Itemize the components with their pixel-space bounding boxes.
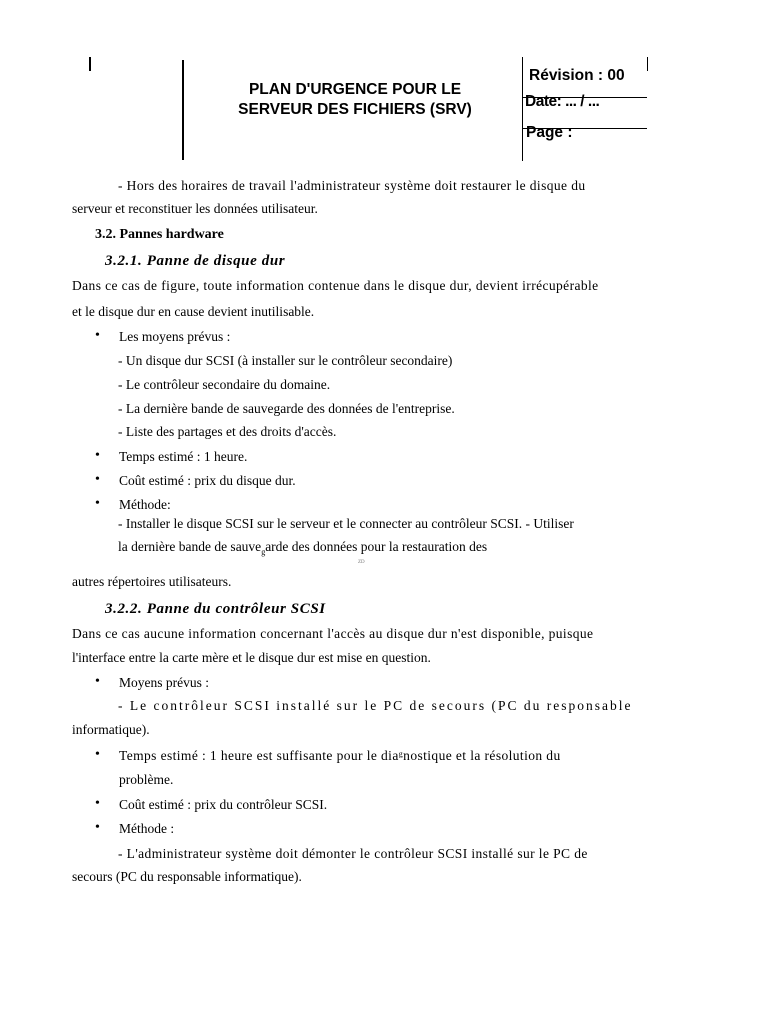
s322-method-line-1: - L'administrateur système doit démonter le contrôleur SCSI installé sur le PC de — [118, 846, 588, 861]
s321-method-line-3: autres répertoires utilisateurs. — [72, 574, 232, 589]
s321-method-line-2 — [118, 539, 487, 557]
s322-paragraph-line-1: Dans ce cas aucune information concernant l'accès au disque dur n'est disponible, puisque — [72, 626, 594, 641]
bullet-icon: • — [95, 747, 100, 762]
intro-line-1: - Hors des horaires de travail l'administrateur système doit restaurer le disque du — [118, 178, 586, 193]
s321-bullet-temps: Temps estimé : 1 heure. — [119, 449, 248, 464]
s321-bullet-methode: Méthode: — [119, 497, 171, 512]
bullet-icon: • — [95, 496, 100, 511]
header-divider-right — [522, 57, 523, 161]
s322-paragraph-line-2: l'interface entre la carte mère et le disque dur est mise en question. — [72, 650, 431, 665]
s322-bullet-temps-line-2: problème. — [119, 772, 174, 787]
s321-paragraph-line-1: Dans ce cas de figure, toute information contenue dans le disque dur, devient irrécupérable — [72, 278, 599, 293]
s321-bullet-moyens: Les moyens prévus : — [119, 329, 231, 344]
intro-line-2: serveur et reconstituer les données utilisateur. — [72, 201, 318, 216]
s321-sub-item-4: - Liste des partages et des droits d'accès. — [118, 424, 337, 439]
section-heading-3-2-1: 3.2.1. Panne de disque dur — [105, 253, 286, 269]
s322-method-line-2: secours (PC du responsable informatique). — [72, 869, 302, 884]
s321-method-line-1: - Installer le disque SCSI sur le serveur et le connecter au contrôleur SCSI. - Utiliser — [118, 516, 574, 531]
s322-bullet-methode: Méthode : — [119, 821, 175, 836]
revision-label: Révision : 00 — [529, 67, 625, 84]
s322-sub-item-1: - Le contrôleur SCSI installé sur le PC de secours (PC du responsable — [118, 698, 633, 713]
s321-bullet-cout: Coût estimé : prix du disque dur. — [119, 473, 296, 488]
bullet-icon: • — [95, 820, 100, 835]
s322-bullet-moyens: Moyens prévus : — [119, 675, 209, 690]
s321-method-line-2-part-c: arde des données pour la restauration des — [265, 539, 488, 554]
section-heading-3-2: 3.2. Pannes hardware — [95, 227, 224, 242]
bullet-icon: • — [95, 796, 100, 811]
s321-sub-item-1: - Un disque dur SCSI (à installer sur le contrôleur secondaire) — [118, 353, 453, 368]
bullet-icon: • — [95, 472, 100, 487]
header-divider-left — [182, 60, 184, 160]
s322-bullet-cout: Coût estimé : prix du contrôleur SCSI. — [119, 797, 328, 812]
document-title — [200, 80, 510, 120]
tiny-mark: ZD — [358, 560, 365, 565]
bullet-icon: • — [95, 448, 100, 463]
bullet-icon: • — [95, 328, 100, 343]
date-label: Date: ... / ... — [525, 93, 600, 110]
page-label: Page : — [526, 124, 573, 141]
title-line-2: SERVEUR DES FICHIERS (SRV) — [238, 101, 472, 118]
s321-sub-item-2: - Le contrôleur secondaire du domaine. — [118, 377, 331, 392]
header-right-tick — [647, 57, 648, 71]
s321-paragraph-line-2: et le disque dur en cause devient inutilisable. — [72, 304, 315, 319]
s322-bullet-temps-line-1: Temps estimé : 1 heure est suffisante pour le diaᵍnostique et la résolution du — [119, 748, 561, 763]
s322-sub-item-1-cont: informatique). — [72, 722, 150, 737]
bullet-icon: • — [95, 674, 100, 689]
header-left-tick — [89, 57, 91, 71]
section-heading-3-2-2: 3.2.2. Panne du contrôleur SCSI — [105, 601, 326, 617]
s321-method-line-2-part-a: la dernière bande de sauve — [118, 539, 262, 554]
s321-sub-item-3: - La dernière bande de sauvegarde des données de l'entreprise. — [118, 401, 455, 416]
title-line-1: PLAN D'URGENCE POUR LE — [248, 81, 462, 98]
s321-method-line-2-subscript: g — [261, 547, 266, 557]
